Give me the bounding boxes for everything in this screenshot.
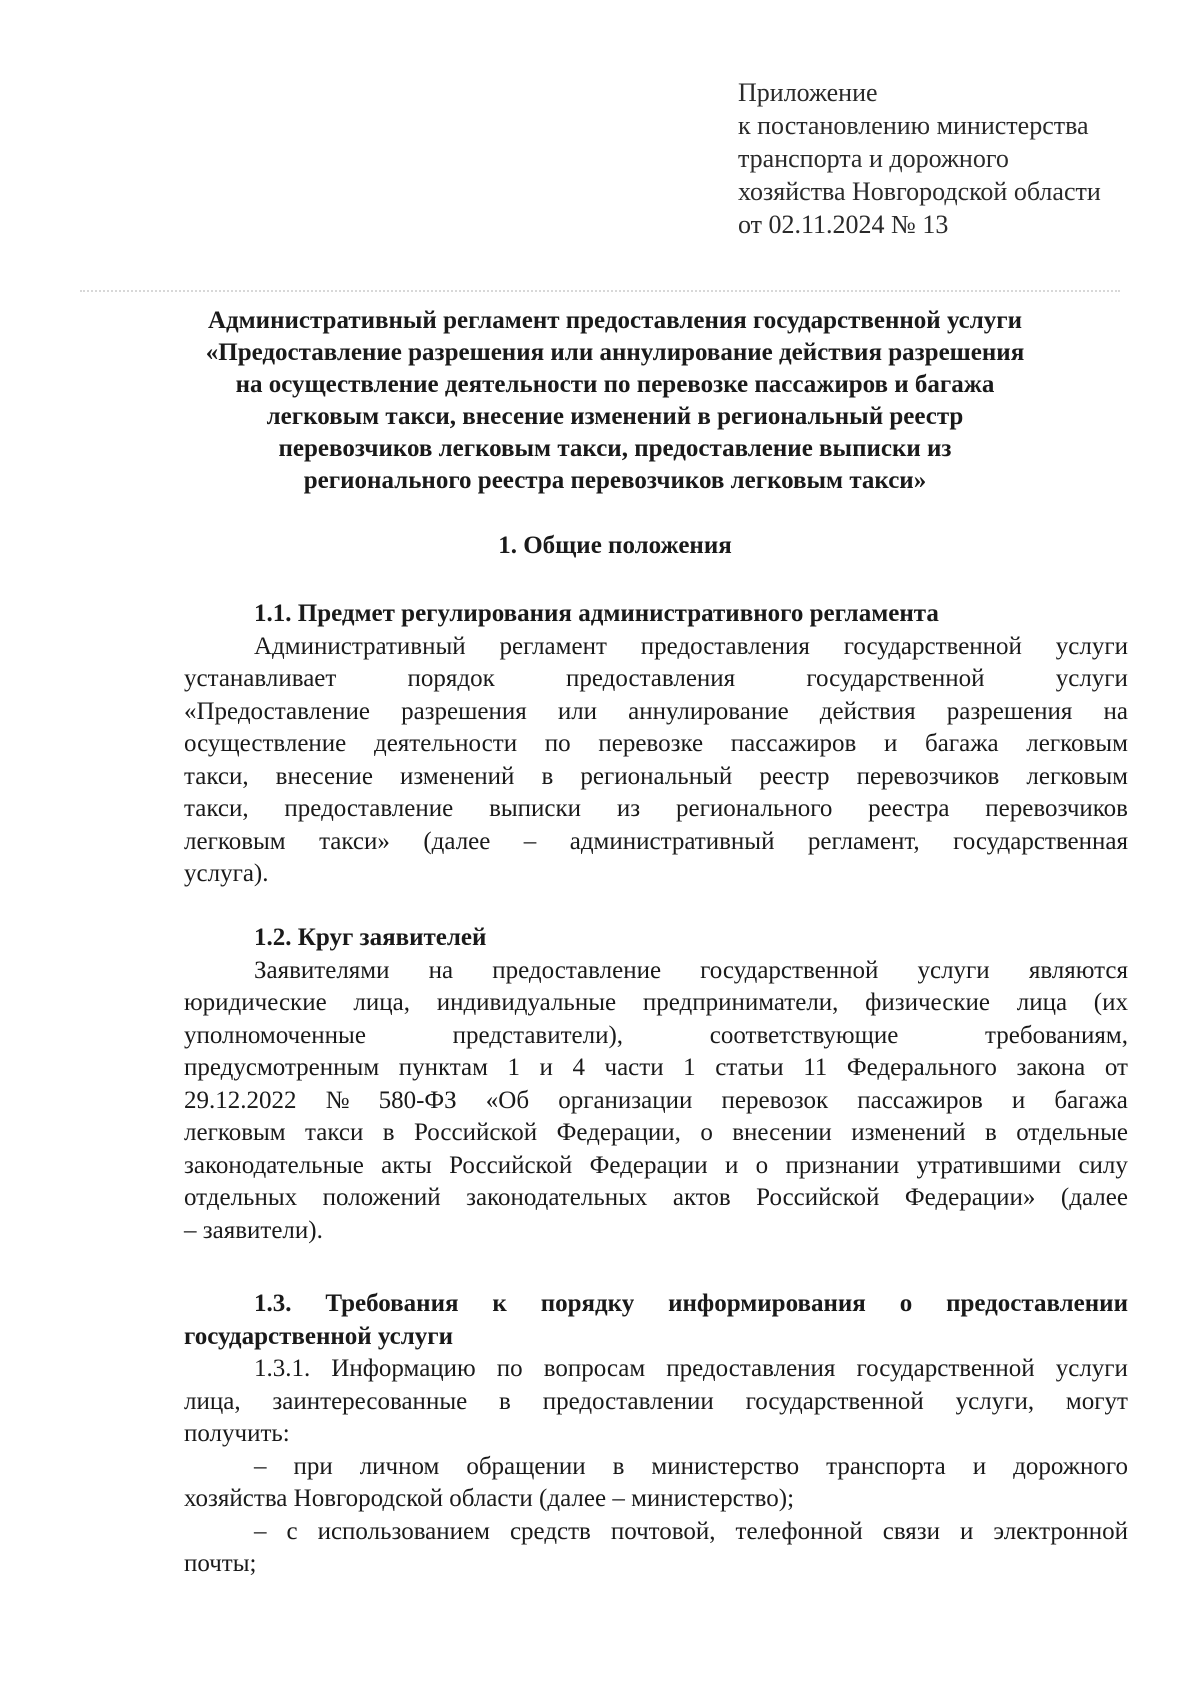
appendix-line: транспорта и дорожного <box>738 144 1009 173</box>
word: предоставления <box>565 665 736 692</box>
word: регламент, <box>807 827 920 855</box>
paragraph-line <box>184 696 1128 729</box>
section-heading: 1. Общие положения <box>498 532 732 559</box>
word: легковым <box>1026 730 1128 757</box>
list-item <box>184 1516 1128 1549</box>
title-line: легковым такси, внесение изменений в региональный реестр <box>266 403 964 430</box>
word: багажа <box>1054 1086 1128 1114</box>
word: пассажиров <box>730 730 857 757</box>
paragraph-line <box>184 1182 1128 1215</box>
word: акты <box>381 1151 432 1179</box>
paragraph-line <box>184 1085 1128 1118</box>
word: и <box>883 730 898 757</box>
word: пассажиров <box>857 1086 983 1114</box>
word: предоставления <box>640 632 810 660</box>
word: порядку <box>540 1290 635 1317</box>
word: по <box>544 730 571 757</box>
word: представители), <box>452 1021 624 1049</box>
title-line: на осуществление деятельности по перевозке пассажиров и багажа <box>235 371 995 398</box>
word: государственной <box>700 956 879 984</box>
word: действия <box>819 697 916 725</box>
word: легковым <box>1026 762 1128 790</box>
word: предоставлении <box>946 1290 1128 1317</box>
word: в <box>985 1119 997 1146</box>
word: легковым <box>184 1119 286 1146</box>
word: телефонной <box>735 1517 863 1545</box>
word: вопросам <box>543 1355 646 1382</box>
word: из <box>616 795 641 822</box>
subsection-heading: 1.2. Круг заявителей <box>254 924 487 951</box>
appendix-line: от 02.11.2024 № 13 <box>738 210 949 239</box>
word: перевозке <box>598 730 704 757</box>
word: индивидуальные <box>436 989 617 1016</box>
word: актов <box>672 1184 731 1211</box>
word: личном <box>359 1452 440 1480</box>
paragraph-line <box>184 1353 1128 1386</box>
word: предоставления <box>666 1355 836 1382</box>
word: Федерального <box>846 1054 997 1081</box>
word: могут <box>1065 1387 1128 1415</box>
word: использованием <box>317 1517 490 1545</box>
paragraph-line: хозяйства Новгородской области (далее – министерство); <box>184 1485 795 1512</box>
paragraph-line <box>184 631 1128 664</box>
subsection-1-1 <box>184 598 1128 891</box>
word: – <box>523 827 537 855</box>
title-line: перевозчиков легковым такси, предоставление выписки из <box>278 435 952 462</box>
word: государственной <box>745 1387 924 1415</box>
word: и <box>724 1151 739 1179</box>
word: положений <box>322 1184 441 1211</box>
subsection-heading: 1.1. Предмет регулирования административного регламента <box>254 600 939 627</box>
word: транспорта <box>826 1452 946 1480</box>
word: о <box>700 1119 713 1146</box>
word: силу <box>1078 1151 1128 1179</box>
word: – <box>254 1452 267 1480</box>
word: изменений <box>400 762 515 790</box>
word: Информацию <box>331 1355 476 1382</box>
title-line: «Предоставление разрешения или аннулирование действия разрешения <box>205 339 1025 366</box>
paragraph-line: получить: <box>184 1420 290 1447</box>
word: Требования <box>325 1290 459 1317</box>
word: Заявителями <box>254 956 390 984</box>
word: (далее <box>1060 1184 1128 1211</box>
word: о <box>755 1151 769 1179</box>
word: регионального <box>676 795 833 822</box>
word: № <box>325 1086 350 1114</box>
paragraph-line: услуга). <box>184 860 269 887</box>
word: услуги <box>1055 1355 1128 1382</box>
paragraph-line <box>184 728 1128 761</box>
word: государственной <box>856 1355 1035 1382</box>
word: средств <box>509 1517 591 1545</box>
word: от <box>1104 1054 1128 1081</box>
word: в <box>499 1387 511 1415</box>
word: электронной <box>993 1517 1128 1545</box>
list-item <box>184 1451 1128 1484</box>
word: или <box>557 697 598 725</box>
word: изменений <box>851 1119 966 1146</box>
word: разрешения <box>946 697 1073 725</box>
appendix-line: хозяйства Новгородской области <box>738 177 1101 206</box>
word: деятельности <box>373 730 518 757</box>
word: такси, <box>184 762 249 790</box>
word: такси» <box>319 827 390 855</box>
word: услуги, <box>955 1387 1035 1415</box>
word: лица, <box>353 989 410 1016</box>
word: утратившими <box>916 1151 1062 1179</box>
word: государственной <box>806 665 985 692</box>
word: реестра <box>868 795 950 822</box>
document-title <box>150 305 1080 497</box>
word: признании <box>785 1151 900 1179</box>
word: Административный <box>254 632 466 660</box>
word: являются <box>1028 956 1128 984</box>
word: аннулирование <box>628 697 789 725</box>
paragraph-line <box>184 1052 1128 1085</box>
word: министерство <box>651 1452 800 1480</box>
word: с <box>286 1517 298 1545</box>
word: лица, <box>184 1387 241 1415</box>
word: предприниматели, <box>642 989 839 1016</box>
word: и <box>539 1054 553 1081</box>
word: организации <box>558 1086 693 1114</box>
word: региональный <box>580 762 733 790</box>
word: разрешения <box>401 697 527 725</box>
word: «Об <box>485 1086 530 1114</box>
word: внесение <box>275 762 373 790</box>
word: и <box>960 1517 974 1545</box>
word: Федерации» <box>904 1184 1036 1211</box>
word: в <box>541 762 554 790</box>
word: 580-ФЗ <box>378 1086 457 1114</box>
word: связи <box>882 1517 941 1545</box>
word: предоставление <box>492 956 662 984</box>
word: соответствующие <box>709 1021 899 1049</box>
word: (далее <box>423 827 491 855</box>
appendix-line: Приложение <box>738 78 878 107</box>
scan-artifact-line <box>80 290 1120 292</box>
word: закона <box>1016 1054 1086 1081</box>
word: – <box>254 1517 267 1545</box>
word: предоставлении <box>542 1387 714 1415</box>
word: на <box>428 956 454 984</box>
word: государственная <box>953 827 1128 855</box>
word: багажа <box>925 730 999 757</box>
word: Российской <box>756 1184 880 1211</box>
word: услуги <box>917 956 990 984</box>
paragraph-line <box>184 1117 1128 1150</box>
word: законодательные <box>184 1151 364 1179</box>
paragraph-line <box>184 1386 1128 1419</box>
word: обращении <box>466 1452 586 1480</box>
word: лица <box>1016 989 1068 1016</box>
word: отдельных <box>184 1184 298 1211</box>
word: Российской <box>449 1151 573 1179</box>
word: административный <box>569 827 775 855</box>
word: почтовой, <box>610 1517 716 1545</box>
word: осуществление <box>184 730 347 757</box>
paragraph-line <box>184 1150 1128 1183</box>
word: устанавливает <box>184 665 337 692</box>
word: части <box>604 1054 664 1081</box>
word: 1.3.1. <box>254 1355 311 1382</box>
word: физические <box>865 989 990 1016</box>
word: уполномоченные <box>184 1021 366 1049</box>
word: дорожного <box>1013 1452 1128 1480</box>
word: требованиям, <box>985 1021 1128 1049</box>
word: внесении <box>732 1119 832 1146</box>
word: 4 <box>572 1054 585 1081</box>
word: пунктам <box>398 1054 488 1081</box>
word: услуги <box>1055 632 1128 660</box>
paragraph-line <box>184 987 1128 1020</box>
word: (их <box>1093 989 1128 1016</box>
word: 1 <box>683 1054 696 1081</box>
word: и <box>1011 1086 1026 1114</box>
word: статьи <box>715 1054 784 1081</box>
word: такси <box>305 1119 364 1146</box>
word: 1.3. <box>254 1290 292 1317</box>
word: 1 <box>507 1054 520 1081</box>
appendix-note <box>738 76 1178 241</box>
word: к <box>492 1290 507 1317</box>
word: юридические <box>184 989 327 1016</box>
word: Федерации <box>589 1151 708 1179</box>
paragraph-line <box>184 761 1128 794</box>
subsection-1-3 <box>184 1288 1128 1581</box>
word: на <box>1103 697 1128 725</box>
title-line: Административный регламент предоставления государственной услуги <box>207 307 1023 334</box>
word: предоставление <box>284 795 454 822</box>
paragraph-line: почты; <box>184 1550 257 1577</box>
word: в <box>612 1452 625 1480</box>
word: такси, <box>184 795 249 822</box>
word: перевозчиков <box>985 795 1128 822</box>
word: информирования <box>668 1290 866 1317</box>
word: и <box>972 1452 987 1480</box>
paragraph-line <box>184 955 1128 988</box>
word: 11 <box>803 1054 828 1081</box>
paragraph-line <box>184 1020 1128 1053</box>
word: выписки <box>489 795 582 822</box>
word: отдельные <box>1016 1119 1128 1146</box>
word: государственной <box>843 632 1022 660</box>
word: перевозчиков <box>856 762 1000 790</box>
word: Российской <box>413 1119 538 1146</box>
subsection-heading <box>184 1288 1128 1321</box>
word: о <box>899 1290 913 1317</box>
word: предусмотренным <box>184 1054 380 1081</box>
word: 29.12.2022 <box>184 1086 297 1114</box>
word: легковым <box>184 827 286 855</box>
appendix-line: к постановлению министерства <box>738 111 1089 140</box>
word: при <box>293 1452 333 1480</box>
word: законодательных <box>466 1184 648 1211</box>
word: в <box>382 1119 395 1146</box>
paragraph-line: – заявители). <box>184 1216 323 1244</box>
word: перевозок <box>721 1086 829 1114</box>
paragraph-line <box>184 793 1128 826</box>
word: порядок <box>407 665 495 692</box>
subsection-heading: государственной услуги <box>184 1322 454 1350</box>
word: реестр <box>759 762 830 790</box>
word: Федерации, <box>556 1119 681 1146</box>
word: регламент <box>499 632 607 660</box>
title-line: регионального реестра перевозчиков легковым такси» <box>303 467 927 494</box>
word: услуги <box>1055 665 1128 692</box>
subsection-1-2 <box>184 922 1128 1247</box>
word: заинтересованные <box>272 1387 468 1415</box>
word: «Предоставление <box>184 697 370 725</box>
paragraph-line <box>184 826 1128 859</box>
paragraph-line <box>184 663 1128 696</box>
word: по <box>496 1355 523 1382</box>
